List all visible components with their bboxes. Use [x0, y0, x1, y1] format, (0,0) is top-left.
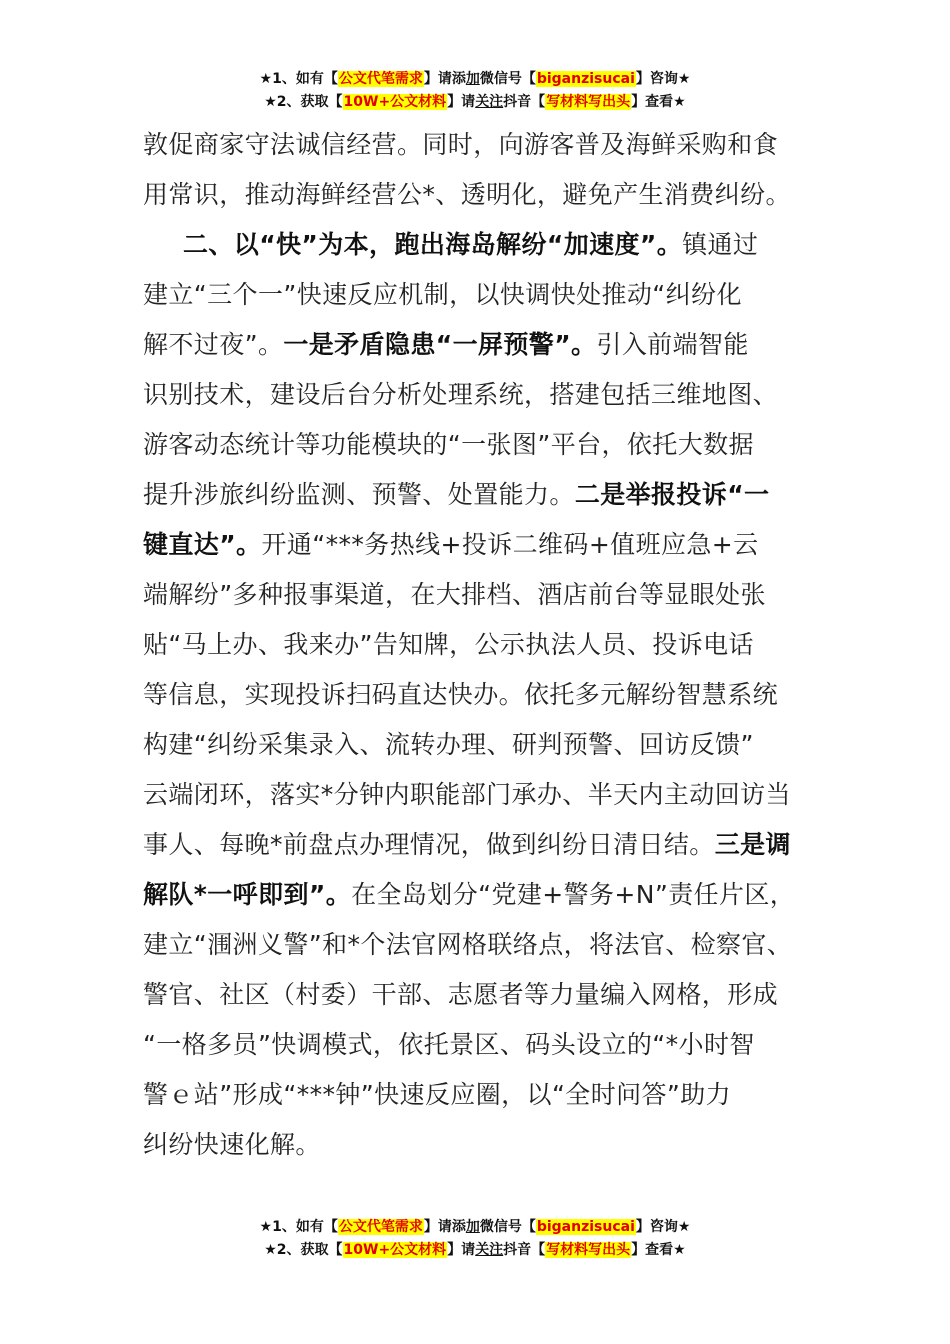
body-text: 开通“***务热线+投诉二维码+值班应急+云	[261, 530, 759, 559]
banner-text: 】查看★	[631, 1242, 686, 1258]
body-line: 警ｅ站”形成“***钟”快速反应圈，以“全时问答”助力	[143, 1080, 732, 1109]
body-line: 纠纷快速化解。	[143, 1130, 321, 1159]
banner-text: ★2、获取【	[264, 94, 343, 110]
body-text: 提升涉旅纠纷监测、预警、处置能力。	[143, 480, 575, 509]
banner-line-2	[0, 1239, 950, 1262]
document-body	[143, 120, 827, 1170]
body-line: 等信息，实现投诉扫码直达快办。依托多元解纷智慧系统	[143, 680, 779, 709]
body-line: “一格多员”快调模式，依托景区、码头设立的“*小时智	[143, 1030, 755, 1059]
banner-line-1	[0, 1216, 950, 1239]
body-text: 在全岛划分“党建+警务+N”责任片区，	[351, 880, 796, 909]
banner-text: 】请	[447, 94, 476, 110]
banner-text: 】请	[447, 1242, 476, 1258]
banner-highlight-materials: 10W+公文材料	[343, 1242, 447, 1258]
body-line	[143, 470, 827, 520]
body-line: 用常识，推动海鲜经营公*、透明化，避免产生消费纠纷。	[143, 180, 791, 209]
banner-underline: 加	[465, 71, 480, 87]
banner-text: 抖音【	[503, 1242, 546, 1258]
body-line: 游客动态统计等功能模块的“一张图”平台，依托大数据	[143, 430, 754, 459]
banner-highlight-service: 公文代笔需求	[338, 1219, 423, 1235]
banner-text: 微信号【	[479, 1219, 536, 1235]
body-line: 端解纷”多种报事渠道，在大排档、酒店前台等显眼处张	[143, 580, 766, 609]
body-line: 云端闭环，落实*分钟内职能部门承办、半天内主动回访当	[143, 780, 791, 809]
banner-highlight-douyin: 写材料写出头	[546, 1242, 631, 1258]
banner-highlight-materials: 10W+公文材料	[343, 94, 447, 110]
banner-text: 】查看★	[631, 94, 686, 110]
section-heading: 二、以“快”为本，跑出海岛解纷“加速度”。	[183, 230, 683, 259]
subpoint-heading: 二是举报投诉“一	[574, 480, 770, 509]
body-line	[143, 520, 827, 570]
banner-line-2	[0, 91, 950, 114]
subpoint-heading: 一是矛盾隐患“一屏预警”。	[283, 330, 597, 359]
body-line: 建立“涠洲义警”和*个法官网格联络点，将法官、检察官、	[143, 930, 793, 959]
banner-underline: 关注	[475, 94, 504, 110]
banner-text: ★1、如有【	[259, 1219, 338, 1235]
banner-text: 抖音【	[503, 94, 546, 110]
subpoint-heading: 键直达”。	[143, 530, 262, 559]
body-line: 警官、社区（村委）干部、志愿者等力量编入网格，形成	[143, 980, 779, 1009]
body-text: 解不过夜”。	[143, 330, 284, 359]
body-text: 引入前端智能	[596, 330, 749, 359]
banner-text: 】请添	[423, 1219, 466, 1235]
body-line: 识别技术，建设后台分析处理系统，搭建包括三维地图、	[143, 380, 779, 409]
body-line	[143, 820, 827, 870]
banner-text: 】请添	[423, 71, 466, 87]
footer-banner	[0, 1216, 950, 1262]
body-line: 贴“马上办、我来办”告知牌，公示执法人员、投诉电话	[143, 630, 754, 659]
body-line	[143, 870, 827, 920]
banner-highlight-service: 公文代笔需求	[338, 71, 423, 87]
banner-highlight-douyin: 写材料写出头	[546, 94, 631, 110]
banner-text: ★1、如有【	[259, 71, 338, 87]
body-text: 镇通过	[682, 230, 759, 259]
body-text: 事人、每晚*前盘点办理情况，做到纠纷日清日结。	[143, 830, 715, 859]
subpoint-heading: 解队*一呼即到”。	[143, 880, 352, 909]
header-banner	[0, 68, 950, 114]
banner-text: 】咨询★	[635, 1219, 691, 1235]
banner-text: 微信号【	[479, 71, 536, 87]
body-line	[143, 320, 827, 370]
banner-underline: 关注	[475, 1242, 504, 1258]
banner-text: 】咨询★	[635, 71, 691, 87]
banner-text: ★2、获取【	[264, 1242, 343, 1258]
body-line: 建立“三个一”快速反应机制，以快调快处推动“纠纷化	[143, 280, 742, 309]
body-line: 构建“纠纷采集录入、流转办理、研判预警、回访反馈”	[143, 730, 754, 759]
banner-highlight-wechat-id: biganzisucai	[536, 71, 635, 87]
section-heading-line	[143, 220, 827, 270]
body-line: 敦促商家守法诚信经营。同时，向游客普及海鲜采购和食	[143, 130, 779, 159]
subpoint-heading: 三是调	[714, 830, 791, 859]
banner-underline: 加	[465, 1219, 480, 1235]
banner-highlight-wechat-id: biganzisucai	[536, 1219, 635, 1235]
banner-line-1	[0, 68, 950, 91]
